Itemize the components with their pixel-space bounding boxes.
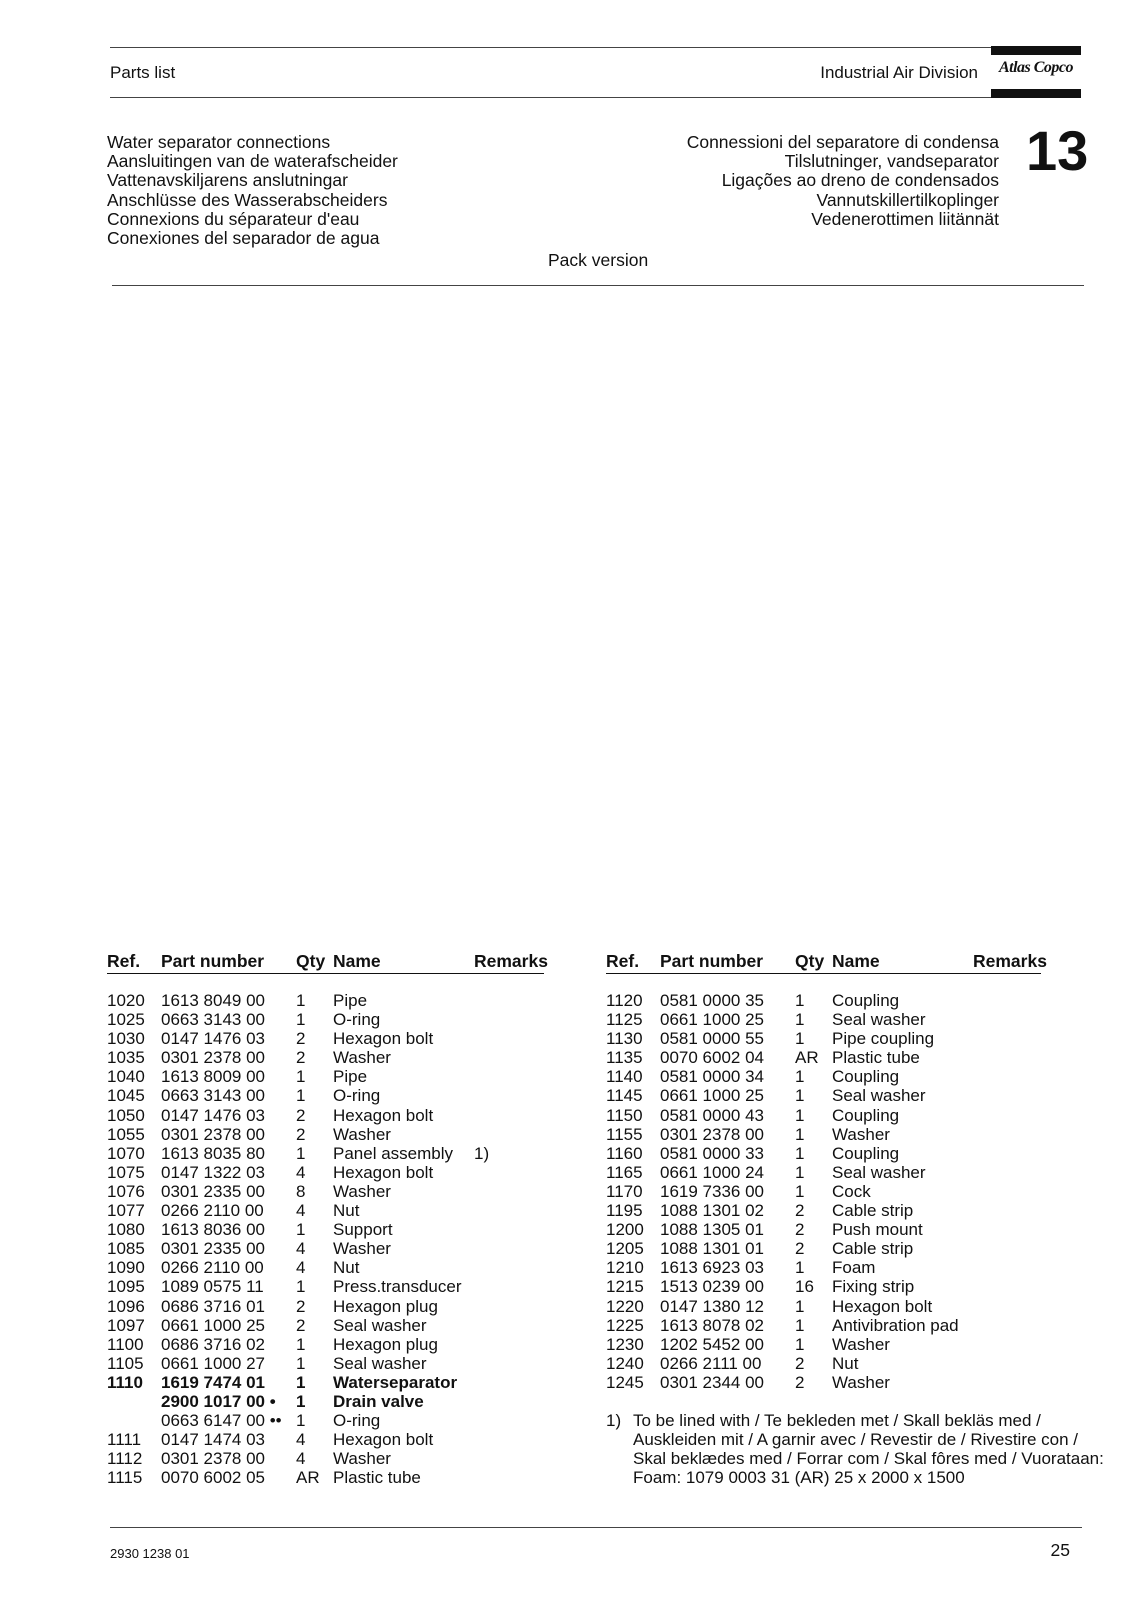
cell-qty: 2 <box>795 1220 805 1240</box>
cell-ref: 1160 <box>606 1143 643 1163</box>
cell-qty: 4 <box>296 1239 306 1259</box>
table-row <box>107 1449 544 1468</box>
cell-ref: 1030 <box>107 1029 145 1049</box>
cell-ref: 1075 <box>107 1162 145 1182</box>
cell-part-number: 0663 6147 00 •• <box>161 1411 282 1431</box>
cell-part-number: 0266 2111 00 <box>660 1353 762 1373</box>
cell-qty: 1 <box>795 1010 805 1030</box>
table-row <box>606 1144 1041 1163</box>
cell-ref: 1215 <box>606 1277 644 1297</box>
title-line: Aansluitingen van de waterafscheider <box>107 151 398 172</box>
title-line: Ligações ao dreno de condensados <box>721 170 999 191</box>
cell-part-number: 0070 6002 05 <box>161 1468 265 1488</box>
cell-part-number: 0581 0000 55 <box>660 1029 764 1049</box>
cell-name: Hexagon bolt <box>333 1430 434 1450</box>
cell-name: Washer <box>333 1048 391 1068</box>
cell-name: Drain valve <box>333 1391 424 1411</box>
cell-part-number: 0301 2335 00 <box>161 1181 265 1201</box>
title-line: Water separator connections <box>107 132 331 152</box>
cell-part-number: 1089 0575 11 <box>161 1277 264 1297</box>
table-header-rule-right <box>606 973 1041 974</box>
cell-name: Washer <box>832 1372 890 1392</box>
footnote-mark: 1) <box>606 1411 622 1430</box>
table-row <box>606 1048 1041 1067</box>
cell-part-number: 1613 6923 03 <box>660 1258 764 1278</box>
cell-name: O-ring <box>333 1411 381 1431</box>
header-top-rule <box>110 47 992 48</box>
logo-bottom-bar <box>991 89 1081 98</box>
cell-qty: 4 <box>296 1258 306 1278</box>
title-line: Connexions du séparateur d'eau <box>107 208 360 229</box>
footnote-line: To be lined with / Te bekleden met / Skall bekläs med / <box>633 1411 1041 1430</box>
table-row <box>107 1258 544 1277</box>
table-row <box>606 1163 1041 1182</box>
cell-part-number: 0147 1474 03 <box>161 1430 265 1450</box>
table-row <box>107 1468 544 1487</box>
cell-name: Press.transducer <box>333 1277 462 1297</box>
cell-qty: 2 <box>795 1239 805 1259</box>
cell-name: Support <box>333 1220 393 1240</box>
titles-right <box>687 133 999 229</box>
cell-name: Push mount <box>832 1220 923 1240</box>
table-row <box>107 1182 544 1201</box>
cell-part-number: 0147 1476 03 <box>161 1105 265 1125</box>
table-row <box>606 1067 1041 1086</box>
cell-name: Pipe coupling <box>832 1029 935 1049</box>
table-row <box>606 1297 1041 1316</box>
cell-name: Hexagon plug <box>333 1296 438 1316</box>
cell-qty: 1 <box>296 1220 306 1240</box>
cell-part-number: 0581 0000 33 <box>660 1143 764 1163</box>
cell-ref: 1035 <box>107 1048 145 1068</box>
cell-qty: 4 <box>296 1162 306 1182</box>
table-row <box>107 1106 544 1125</box>
cell-qty: 2 <box>296 1029 306 1049</box>
cell-qty: 1 <box>795 1029 805 1049</box>
cell-part-number: 0661 1000 27 <box>161 1353 265 1373</box>
cell-part-number: 1088 1301 02 <box>660 1201 764 1221</box>
table-row <box>606 1316 1041 1335</box>
cell-name: Waterseparator <box>333 1372 458 1392</box>
title-line: Anschlüsse des Wasserabscheiders <box>107 189 388 210</box>
cell-ref: 1077 <box>107 1201 145 1221</box>
col-part-number: Part number <box>660 951 764 971</box>
table-row <box>107 1029 544 1048</box>
cell-ref: 1135 <box>606 1048 643 1068</box>
cell-part-number: 0147 1476 03 <box>161 1029 265 1049</box>
cell-ref: 1150 <box>606 1105 643 1125</box>
cell-ref: 1112 <box>107 1449 143 1469</box>
table-row <box>107 991 544 1010</box>
table-row <box>606 1373 1041 1392</box>
col-qty: Qty <box>795 951 825 971</box>
table-row <box>606 1086 1041 1105</box>
cell-qty: AR <box>795 1048 819 1068</box>
table-row <box>107 1277 544 1296</box>
col-qty: Qty <box>296 951 326 971</box>
cell-ref: 1220 <box>606 1296 644 1316</box>
table-row <box>606 991 1041 1010</box>
cell-ref: 1070 <box>107 1143 145 1163</box>
cell-part-number: 1613 8049 00 <box>161 991 265 1010</box>
cell-qty: 4 <box>296 1430 306 1450</box>
table-row <box>606 1182 1041 1201</box>
cell-qty: 1 <box>795 1315 805 1335</box>
cell-name: Seal washer <box>832 1162 926 1182</box>
cell-name: Seal washer <box>333 1353 427 1373</box>
cell-ref: 1205 <box>606 1239 644 1259</box>
cell-ref: 1085 <box>107 1239 145 1259</box>
cell-name: Seal washer <box>832 1010 926 1030</box>
cell-part-number: 1613 8009 00 <box>161 1067 265 1087</box>
cell-name: Plastic tube <box>333 1468 421 1488</box>
cell-ref: 1040 <box>107 1067 145 1087</box>
cell-name: Nut <box>832 1353 859 1373</box>
table-row <box>606 1125 1041 1144</box>
cell-qty: 2 <box>296 1105 306 1125</box>
footnote-line: Foam: 1079 0003 31 (AR) 25 x 2000 x 1500 <box>633 1468 965 1488</box>
cell-qty: 1 <box>795 1086 805 1106</box>
cell-name: Coupling <box>832 991 900 1010</box>
table-row <box>107 1201 544 1220</box>
cell-part-number: 1613 8078 02 <box>660 1315 764 1335</box>
cell-part-number: 0266 2110 00 <box>161 1201 264 1221</box>
cell-part-number: 1619 7474 01 <box>161 1372 265 1392</box>
cell-qty: 2 <box>795 1353 805 1373</box>
table-row <box>606 1029 1041 1048</box>
table-row <box>107 1316 544 1335</box>
title-line: Conexiones del separador de agua <box>107 228 380 249</box>
cell-ref: 1140 <box>606 1067 643 1087</box>
cell-ref: 1195 <box>606 1201 643 1221</box>
cell-name: Coupling <box>832 1067 900 1087</box>
cell-qty: 16 <box>795 1277 814 1297</box>
cell-remarks: 1) <box>474 1143 490 1163</box>
header-bottom-rule <box>110 97 992 98</box>
cell-part-number: 0581 0000 35 <box>660 991 764 1010</box>
logo-top-bar <box>991 46 1081 55</box>
cell-part-number: 1202 5452 00 <box>660 1334 764 1354</box>
cell-ref: 1095 <box>107 1277 145 1297</box>
cell-part-number: 0301 2335 00 <box>161 1239 265 1259</box>
cell-part-number: 1613 8036 00 <box>161 1220 265 1240</box>
cell-part-number: 0301 2378 00 <box>161 1048 265 1068</box>
cell-name: Nut <box>333 1258 360 1278</box>
cell-name: Hexagon bolt <box>333 1029 434 1049</box>
table-rows-left <box>107 991 544 1487</box>
cell-part-number: 0301 2344 00 <box>660 1372 764 1392</box>
cell-ref: 1080 <box>107 1220 145 1240</box>
col-remarks: Remarks <box>973 951 1047 971</box>
col-name: Name <box>832 951 880 971</box>
table-row <box>606 1201 1041 1220</box>
cell-part-number: 0301 2378 00 <box>660 1124 764 1144</box>
cell-name: Antivibration pad <box>832 1315 959 1335</box>
cell-qty: 1 <box>795 1296 805 1316</box>
cell-ref: 1025 <box>107 1010 145 1030</box>
cell-ref: 1105 <box>107 1353 144 1373</box>
cell-part-number: 0147 1322 03 <box>161 1162 265 1182</box>
cell-qty: 1 <box>795 1181 805 1201</box>
cell-ref: 1155 <box>606 1124 643 1144</box>
cell-ref: 1090 <box>107 1258 145 1278</box>
cell-name: Pipe <box>333 1067 368 1087</box>
table-row <box>107 1086 544 1105</box>
cell-name: Washer <box>333 1239 391 1259</box>
cell-part-number: 2900 1017 00 • <box>161 1391 276 1411</box>
table-header-left <box>107 951 548 973</box>
cell-name: Cable strip <box>832 1239 914 1259</box>
cell-part-number: 0663 3143 00 <box>161 1086 265 1106</box>
cell-part-number: 1613 8035 80 <box>161 1143 265 1163</box>
table-row <box>107 1297 544 1316</box>
table-row <box>107 1067 544 1086</box>
cell-name: Seal washer <box>333 1315 427 1335</box>
cell-name: Foam <box>832 1258 876 1278</box>
footnote-text <box>633 1411 1104 1487</box>
cell-part-number: 1619 7336 00 <box>660 1181 764 1201</box>
cell-part-number: 0301 2378 00 <box>161 1449 265 1469</box>
cell-ref: 1100 <box>107 1334 144 1354</box>
table-row <box>107 1125 544 1144</box>
cell-qty: 1 <box>296 991 306 1010</box>
cell-name: Coupling <box>832 1105 900 1125</box>
cell-name: Seal washer <box>832 1086 926 1106</box>
cell-qty: 1 <box>795 1105 805 1125</box>
cell-part-number: 0663 3143 00 <box>161 1010 265 1030</box>
cell-qty: 1 <box>795 1334 805 1354</box>
cell-part-number: 1088 1305 01 <box>660 1220 764 1240</box>
cell-name: Hexagon bolt <box>832 1296 933 1316</box>
cell-qty: 1 <box>296 1334 306 1354</box>
table-row <box>107 1373 544 1392</box>
cell-qty: 2 <box>296 1296 306 1316</box>
cell-name: O-ring <box>333 1086 381 1106</box>
col-ref: Ref. <box>107 951 141 971</box>
cell-qty: 1 <box>296 1143 306 1163</box>
cell-ref: 1110 <box>107 1372 143 1392</box>
table-rows-right <box>606 991 1041 1392</box>
cell-qty: 1 <box>296 1086 306 1106</box>
cell-ref: 1076 <box>107 1181 145 1201</box>
cell-ref: 1200 <box>606 1220 644 1240</box>
table-row <box>606 1354 1041 1373</box>
cell-ref: 1120 <box>606 991 643 1010</box>
table-row <box>107 1430 544 1449</box>
table-row <box>606 1277 1041 1296</box>
cell-part-number: 0661 1000 24 <box>660 1162 764 1182</box>
cell-qty: 1 <box>795 1162 805 1182</box>
footnote-line: Auskleiden mit / A garnir avec / Revestir de / Rivestire con / <box>633 1430 1079 1450</box>
cell-part-number: 0266 2110 00 <box>161 1258 264 1278</box>
cell-qty: 1 <box>795 1124 805 1144</box>
atlas-copco-logo <box>991 46 1081 98</box>
cell-name: Hexagon plug <box>333 1334 438 1354</box>
cell-qty: 2 <box>296 1048 306 1068</box>
cell-ref: 1096 <box>107 1296 145 1316</box>
title-line: Vattenavskiljarens anslutningar <box>107 170 348 191</box>
cell-ref: 1225 <box>606 1315 644 1335</box>
cell-qty: 2 <box>296 1315 306 1335</box>
cell-part-number: 1513 0239 00 <box>660 1277 764 1297</box>
cell-ref: 1111 <box>107 1430 142 1450</box>
col-part-number: Part number <box>161 951 265 971</box>
cell-name: Pipe <box>333 991 368 1010</box>
cell-name: Washer <box>832 1124 890 1144</box>
subtitle: Pack version <box>548 250 649 270</box>
document-code: 2930 1238 01 <box>110 1546 190 1561</box>
cell-part-number: 0301 2378 00 <box>161 1124 265 1144</box>
footer-rule <box>110 1527 1082 1528</box>
cell-qty: 1 <box>296 1391 306 1411</box>
table-row <box>606 1106 1041 1125</box>
doc-type-label: Parts list <box>110 63 176 82</box>
table-row <box>606 1010 1041 1029</box>
cell-ref: 1245 <box>606 1372 644 1392</box>
cell-ref: 1045 <box>107 1086 145 1106</box>
cell-qty: 1 <box>795 991 805 1010</box>
cell-part-number: 0661 1000 25 <box>161 1315 265 1335</box>
col-remarks: Remarks <box>474 951 548 971</box>
cell-ref: 1115 <box>107 1468 143 1488</box>
cell-name: Washer <box>333 1181 391 1201</box>
table-row <box>107 1335 544 1354</box>
cell-ref: 1050 <box>107 1105 145 1125</box>
titles-left <box>107 133 398 248</box>
table-row <box>107 1354 544 1373</box>
cell-name: O-ring <box>333 1010 381 1030</box>
cell-ref: 1170 <box>606 1181 643 1201</box>
cell-qty: 1 <box>795 1143 805 1163</box>
title-bottom-rule <box>112 285 1084 286</box>
cell-qty: 1 <box>296 1277 306 1297</box>
table-row <box>107 1220 544 1239</box>
cell-name: Nut <box>333 1201 360 1221</box>
col-ref: Ref. <box>606 951 640 971</box>
cell-part-number: 0661 1000 25 <box>660 1086 764 1106</box>
table-row <box>107 1163 544 1182</box>
cell-part-number: 0070 6002 04 <box>660 1048 764 1068</box>
title-line: Tilslutninger, vandseparator <box>784 151 999 172</box>
cell-qty: 4 <box>296 1449 306 1469</box>
cell-name: Plastic tube <box>832 1048 920 1068</box>
section-number: 13 <box>1026 119 1089 182</box>
title-line: Vedenerottimen liitännät <box>811 208 999 229</box>
cell-name: Coupling <box>832 1143 900 1163</box>
cell-qty: 4 <box>296 1201 306 1221</box>
table-header-rule-left <box>107 973 544 974</box>
table-row <box>606 1258 1041 1277</box>
cell-name: Cable strip <box>832 1201 914 1221</box>
title-line: Vannutskillertilkoplinger <box>816 189 999 210</box>
cell-ref: 1165 <box>606 1162 643 1182</box>
cell-qty: AR <box>296 1468 320 1488</box>
cell-qty: 1 <box>296 1010 306 1030</box>
cell-qty: 8 <box>296 1181 306 1201</box>
cell-qty: 1 <box>795 1258 805 1278</box>
cell-ref: 1210 <box>606 1258 644 1278</box>
table-header-right <box>606 951 1047 973</box>
table-row <box>107 1048 544 1067</box>
cell-ref: 1097 <box>107 1315 145 1335</box>
cell-part-number: 0661 1000 25 <box>660 1010 764 1030</box>
cell-part-number: 0686 3716 02 <box>161 1334 265 1354</box>
cell-name: Washer <box>333 1449 391 1469</box>
cell-ref: 1125 <box>606 1010 643 1030</box>
table-row <box>606 1335 1041 1354</box>
cell-ref: 1145 <box>606 1086 643 1106</box>
cell-qty: 1 <box>296 1411 306 1431</box>
table-row <box>107 1010 544 1029</box>
table-row <box>606 1220 1041 1239</box>
cell-part-number: 0581 0000 34 <box>660 1067 764 1087</box>
logo-text: Atlas Copco <box>998 59 1074 76</box>
cell-name: Hexagon bolt <box>333 1162 434 1182</box>
cell-qty: 2 <box>795 1372 805 1392</box>
cell-name: Washer <box>333 1124 391 1144</box>
cell-qty: 1 <box>296 1372 306 1392</box>
table-row <box>107 1144 544 1163</box>
cell-part-number: 0581 0000 43 <box>660 1105 764 1125</box>
cell-name: Panel assembly <box>333 1143 454 1163</box>
cell-part-number: 0686 3716 01 <box>161 1296 265 1316</box>
page-number: 25 <box>1050 1540 1070 1560</box>
cell-name: Hexagon bolt <box>333 1105 434 1125</box>
cell-part-number: 1088 1301 01 <box>660 1239 764 1259</box>
cell-ref: 1130 <box>606 1029 643 1049</box>
table-row <box>107 1392 544 1411</box>
table-row <box>107 1411 544 1430</box>
cell-ref: 1055 <box>107 1124 145 1144</box>
cell-qty: 1 <box>795 1067 805 1087</box>
cell-ref: 1230 <box>606 1334 644 1354</box>
table-row <box>606 1239 1041 1258</box>
cell-name: Washer <box>832 1334 890 1354</box>
cell-ref: 1240 <box>606 1353 644 1373</box>
col-name: Name <box>333 951 381 971</box>
title-line: Connessioni del separatore di condensa <box>686 132 999 152</box>
cell-qty: 1 <box>296 1067 306 1087</box>
division-label: Industrial Air Division <box>820 63 978 82</box>
cell-qty: 1 <box>296 1353 306 1373</box>
cell-qty: 2 <box>296 1124 306 1144</box>
cell-qty: 2 <box>795 1201 805 1221</box>
cell-name: Cock <box>832 1181 871 1201</box>
footnote-line: Skal beklædes med / Forrar com / Skal fôres med / Vuorataan: <box>633 1449 1104 1469</box>
table-row <box>107 1239 544 1258</box>
cell-part-number: 0147 1380 12 <box>660 1296 764 1316</box>
cell-name: Fixing strip <box>832 1277 915 1297</box>
cell-ref: 1020 <box>107 991 145 1010</box>
